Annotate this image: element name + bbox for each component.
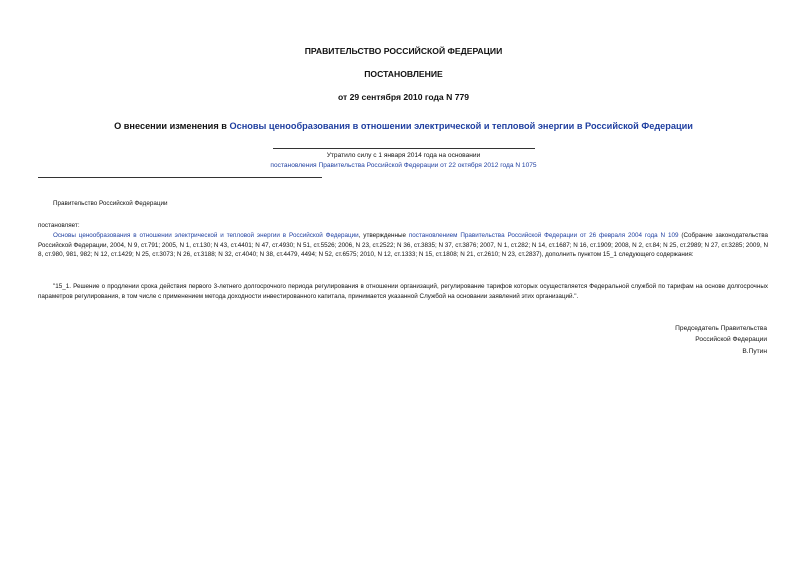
title-prefix: О внесении изменения в	[114, 121, 230, 131]
document-title	[0, 121, 807, 131]
approved-by-text: , утвержденные	[358, 232, 409, 239]
repeal-basis-link[interactable]: постановления Правительства Российской Федерации от 22 октября 2012 года N 1075	[270, 162, 537, 169]
new-clause-quote: "15_1. Решение о продлении срока действия первого 3-летнего долгосрочного периода регулирования в отношении организаций, регулирование тарифов которых осуществляется Федеральной службой по тарифам на основе долгосрочных параметров регулирования, в том числе с применением метода доходности инвестированного капитала, принимается указанной Службой на основании заявлений этих организаций.".	[38, 283, 768, 300]
separator-rule	[38, 177, 322, 178]
document-date-number: от 29 сентября 2010 года N 779	[337, 92, 470, 102]
signature-position-line1: Председатель Правительства	[675, 325, 767, 332]
resolution-109-link[interactable]: постановлением Правительства Российской Федерации от 26 февраля 2004 года N 109	[408, 232, 679, 239]
legislation-references-text: (Собрание законодательства Российской Федерации, 2004, N 9, ст.791; 2005, N 1, ст.130; N 43, ст.4401; N 47, ст.4930; N 51, ст.5526; 2006, N 23, ст.2522; N 36, ст.3835; N 37, ст.3876; 2007, N 1, ст.282; N 14, ст.1687; N 16, ст.1909; 2008, N 2, ст.84; N 25, ст.2989; N 27, ст.3285; 2009, N 8, ст.980, 981, 982; N 12, ст.1429; N 25, ст.3073; N 26, ст.3188; N 32, ст.4040; N 38, ст.4479, 4494; N 52, ст.6575; 2010, N 12, ст.1333; N 15, ст.1808; N 21, ст.2610; N 23, ст.2837), дополнить пунктом 15_1 следующего содержания:	[38, 232, 768, 259]
government-heading: ПРАВИТЕЛЬСТВО РОССИЙСКОЙ ФЕДЕРАЦИИ	[304, 46, 503, 56]
repeal-status-text: Утратило силу с 1 января 2014 года на основании	[326, 152, 481, 159]
signature-block	[675, 323, 767, 357]
signatory-name: В.Путин	[742, 347, 767, 355]
pricing-basics-link[interactable]: Основы ценообразования в отношении электрической и тепловой энергии в Российской Федерации	[53, 232, 359, 239]
decides-label: постановляет:	[38, 222, 80, 229]
status-top-rule	[273, 148, 535, 149]
title-link-pricing-basics[interactable]: Основы ценообразования в отношении электрической и тепловой энергии в Российской Федерации	[229, 121, 693, 131]
document-type-heading: ПОСТАНОВЛЕНИЕ	[364, 69, 443, 79]
amendment-paragraph	[38, 231, 768, 260]
signature-position-line2: Российской Федерации	[695, 336, 767, 344]
government-intro: Правительство Российской Федерации	[53, 200, 168, 207]
